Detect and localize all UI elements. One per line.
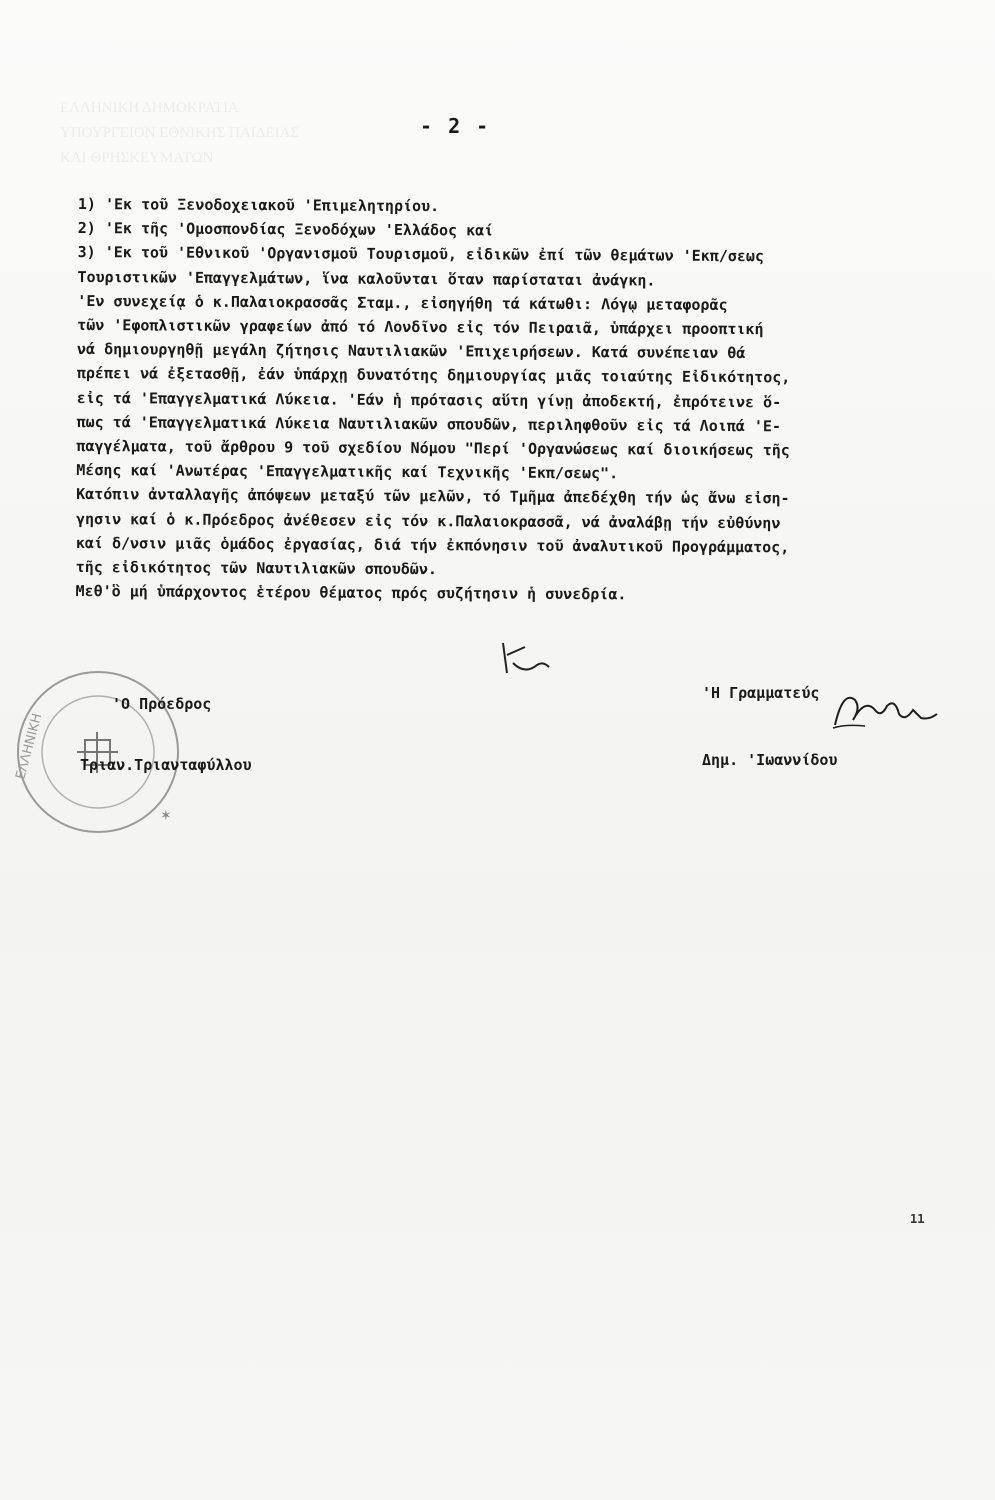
bleed-through-text: ΕΛΛΗΝΙΚΗ ΔΗΜΟΚΡΑΤΙΑ (60, 100, 239, 116)
text-line: 2) 'Εκ τῆς 'Ομοσπονδίας Ξενοδόχων 'Ελλάδος καί (77, 219, 494, 240)
svg-text:✶: ✶ (160, 808, 172, 824)
text-line: τῆς εἰδικότητος τῶν Ναυτιλιακῶν σπουδῶν. (75, 558, 437, 579)
text-line: παγγέλματα, τοῦ ἄρθρου 9 τοῦ σχεδίου Νόμου "Περί 'Οργανώσεως καί διοικήσεως τῆς (76, 437, 790, 460)
text-line: Μεθ'ὃ μή ὑπάρχοντος ἑτέρου θέματος πρός συζήτησιν ἡ συνεδρία. (75, 582, 627, 604)
text-line: Μέσης καί 'Ανωτέρας 'Επαγγελματικῆς καί Τεχνικῆς 'Εκπ/σεως". (76, 461, 619, 483)
bleed-through-text: ΚΑΙ ΘΡΗΣΚΕΥΜΑΤΩΝ (60, 150, 214, 166)
footer-mark: 11 (910, 1212, 925, 1226)
president-name: Τριαν.Τριανταφύλλου (80, 756, 252, 774)
page-number: - 2 - (420, 114, 491, 138)
official-stamp (10, 660, 185, 845)
secretary-name: Δημ. 'Ιωαννίδου (702, 751, 838, 769)
text-line: καί δ/νσιν μιᾶς ὁμάδος ἐργασίας, διά τήν ἐκπόνησιν τοῦ ἀναλυτικοῦ Προγράμματος, (75, 533, 790, 557)
text-line: Κατόπιν ἀνταλλαγῆς ἀπόψεων μεταξύ τῶν μελῶν, τό Τμῆμα ἀπεδέχθη τήν ὡς ἄνω εἰση- (76, 485, 790, 508)
text-line: νά δημιουργηθῇ μεγάλη ζήτησις Ναυτιλιακῶν 'Επιχειρήσεων. Κατά συνέπειαν θά (76, 340, 746, 363)
text-line: 3) 'Εκ τοῦ 'Εθνικοῦ 'Οργανισμοῦ Τουρισμοῦ, εἰδικῶν ἐπί τῶν θεμάτων 'Εκπ/σεως (77, 243, 765, 266)
initials-signature (495, 635, 555, 685)
text-line: εἰς τά 'Επαγγελματικά Λύκεια. 'Εάν ἡ πρότασις αὕτη γίνῃ ἀποδεκτή, ἐπρότεινε ὅ- (76, 388, 782, 411)
secretary-title: 'Η Γραμματεύς (702, 684, 820, 702)
svg-text:ΕΛΛΗΝΙΚΗ: ΕΛΛΗΝΙΚΗ (13, 711, 46, 782)
text-line: γησιν καί ὁ κ.Πρόεδρος ἀνέθεσεν εἰς τόν κ.Παλαιοκρασσᾶ, νά ἀναλάβῃ τήν εὐθύνην (75, 509, 781, 532)
text-line: πως τά 'Επαγγελματικά Λύκεια Ναυτιλιακῶν σπουδῶν, περιληφθοῦν εἰς τά Λοιπά 'Ε- (76, 412, 782, 436)
text-line: τῶν 'Εφοπλιστικῶν γραφείων ἀπό τό Λονδῖνο εἰς τόν Πειραιᾶ, ὑπάρχει προοπτική (77, 316, 764, 339)
minutes-body (75, 192, 957, 609)
text-line: 1) 'Εκ τοῦ Ξενοδοχειακοῦ 'Επιμελητηρίου. (77, 194, 440, 216)
text-line: πρέπει νά ἐξετασθῇ, ἐάν ὑπάρχῃ δυνατότης δημιουργίας μιᾶς τοιαύτης Εἰδικότητος, (76, 364, 791, 387)
bleed-through-text: ΥΠΟΥΡΓΕΙΟΝ ΕΘΝΙΚΗΣ ΠΑΙΔΕΙΑΣ (60, 125, 300, 141)
secretary-signature (825, 680, 945, 740)
text-line: Τουριστικῶν 'Επαγγελμάτων, ἵνα καλοῦνται ὅταν παρίσταται ἀνάγκη. (77, 267, 656, 290)
text-line: 'Εν συνεχείᾳ ὁ κ.Παλαιοκρασσᾶς Σταμ., εἰσηγήθη τά κάτωθι: Λόγῳ μεταφορᾶς (77, 291, 728, 314)
president-title: 'Ο Πρόεδρος (112, 695, 212, 713)
